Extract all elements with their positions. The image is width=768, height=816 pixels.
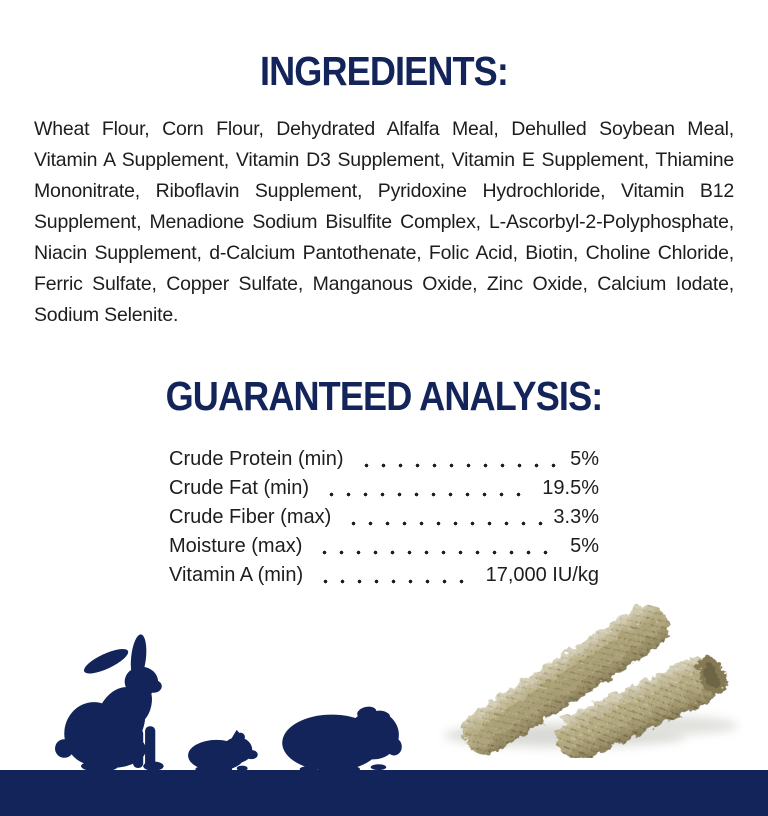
label-panel [0,48,768,590]
rabbit-silhouette-icon [55,633,185,773]
dot-leader [343,503,543,532]
analysis-label: Crude Protein (min) [169,448,344,470]
bottom-band [0,770,768,816]
analysis-value: 17,000 IU/kg [485,564,599,586]
analysis-row-moisture [169,532,599,561]
analysis-label: Vitamin A (min) [169,564,304,586]
analysis-row-crude-fat [169,474,599,503]
analysis-row-crude-fiber [169,503,599,532]
guinea-pig-silhouette-icon [281,702,403,772]
hamster-silhouette-icon [184,728,260,772]
treat-sticks-photo [412,590,748,758]
dot-leader [356,445,561,474]
analysis-value: 5% [570,448,599,470]
analysis-label: Crude Fiber (max) [169,506,332,528]
analysis-label: Crude Fat (min) [169,477,310,499]
dot-leader [314,532,560,561]
ingredients-title: INGREDIENTS: [259,48,509,94]
guaranteed-analysis-title: GUARANTEED ANALYSIS: [165,373,603,419]
analysis-row-crude-protein [169,445,599,474]
ingredients-text: Wheat Flour, Corn Flour, Dehydrated Alfalfa Meal, Dehulled Soybean Meal, Vitamin A Supplement, Vitamin D3 Supplement, Vitamin E Supplement, Thiamine Mononitrate, Riboflavin Supplement, Pyridoxine Hydrochloride, Vitamin B12 Supplement, Menadione Sodium Bisulfite Complex, L-Ascorbyl-2-Polyphosphate, Niacin Supplement, d-Calcium Pantothenate, Folic Acid, Biotin, Choline Chloride, Ferric Sulfate, Copper Sulfate, Manganous Oxide, Zinc Oxide, Calcium Iodate, Sodium Selenite. [34,118,734,326]
analysis-value: 3.3% [553,506,599,528]
dot-leader [321,474,532,503]
analysis-value: 5% [570,535,599,557]
analysis-value: 19.5% [542,477,599,499]
footer-scene [0,586,768,816]
analysis-label: Moisture (max) [169,535,303,557]
guaranteed-analysis-table [169,445,599,590]
